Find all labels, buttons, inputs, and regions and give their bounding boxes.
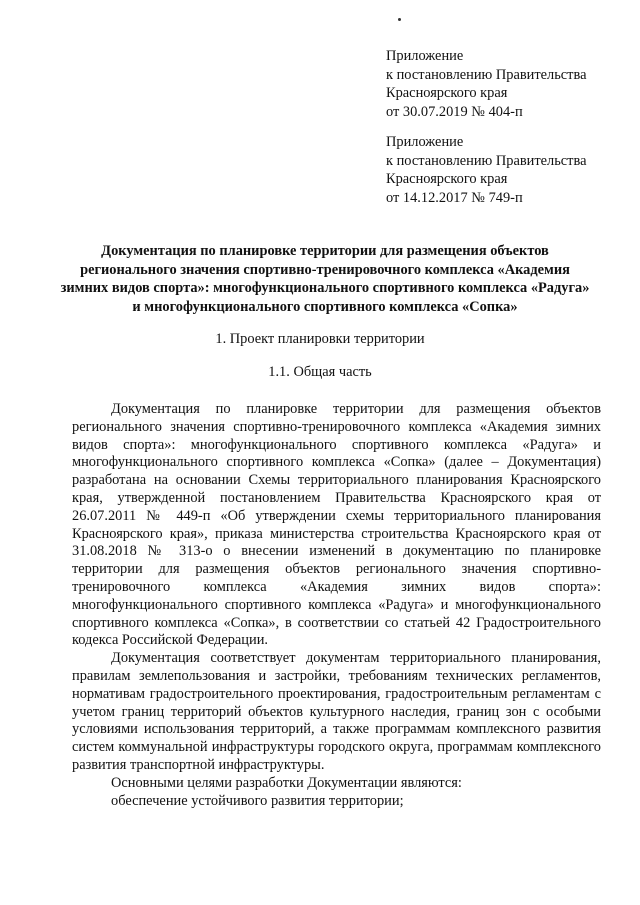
body-paragraph: Документация соответствует документам территориального планирования, правилам землепользования и застройки, требованиям технических регламентов, нормативам градостроительного проектирования, градостроительным регламентам с учетом границ территорий объектов культурного наследия, границ зон с особыми условиями использования территорий, а также программам комплексного развития систем коммунальной инфраструктуры городского округа, программам комплексного развития транспортной инфраструктуры. bbox=[72, 650, 601, 773]
appendix-line: Приложение bbox=[386, 134, 464, 150]
document-body bbox=[72, 401, 601, 810]
appendix-line: к постановлению Правительства bbox=[386, 152, 587, 169]
subsection-heading: 1.1. Общая часть bbox=[268, 364, 372, 380]
appendix-line: Красноярского края bbox=[386, 171, 508, 187]
goals-intro: Основными целями разработки Документации являются: bbox=[111, 774, 462, 791]
appendix-line: от 30.07.2019 № 404-п bbox=[386, 103, 523, 120]
appendix-line: к постановлению Правительства bbox=[386, 66, 587, 83]
section-heading: 1. Проект планировки территории bbox=[215, 331, 425, 347]
appendix-block-current bbox=[386, 47, 586, 121]
scan-mark bbox=[398, 18, 401, 21]
appendix-block-previous bbox=[386, 133, 586, 207]
body-paragraph: Документация по планировке территории для размещения объектов регионального значения спортивно-тренировочного комплекса «Академия зимних видов спорта»: многофункционального спортивного комплекса «Радуга» и многофункционального спортивного комплекса «Сопка» (далее – Документация) разработана на основании Схемы территориального планирования Красноярского края, утвержденной постановлением Правительства Красноярского края от 26.07.2011 № 449-п «Об утверждении схемы территориального планирования Красноярского края», приказа министерства строительства Красноярского края от 31.08.2018 № 313-о о внесении изменений в документацию по планировке территории для размещения объектов регионального значения спортивно-тренировочного комплекса «Академия зимних видов спорта»: многофункционального спортивного комплекса «Радуга» и многофункционального спортивного комплекса «Сопка», в соответствии со статьей 42 Градостроительного кодекса Российской Федерации. bbox=[72, 401, 601, 649]
document-title: Документация по планировке территории для размещения объектов регионального значения спортивно-тренировочного комплекса «Академия зимних видов спорта»: многофункционального спортивного комплекса «Радуга» и многофункционального спортивного комплекса «Сопка» bbox=[60, 243, 590, 316]
appendix-line: Красноярского края bbox=[386, 85, 508, 101]
appendix-line: от 14.12.2017 № 749-п bbox=[386, 189, 523, 206]
appendix-line: Приложение bbox=[386, 48, 464, 64]
goal-item: обеспечение устойчивого развития территории; bbox=[111, 792, 404, 809]
